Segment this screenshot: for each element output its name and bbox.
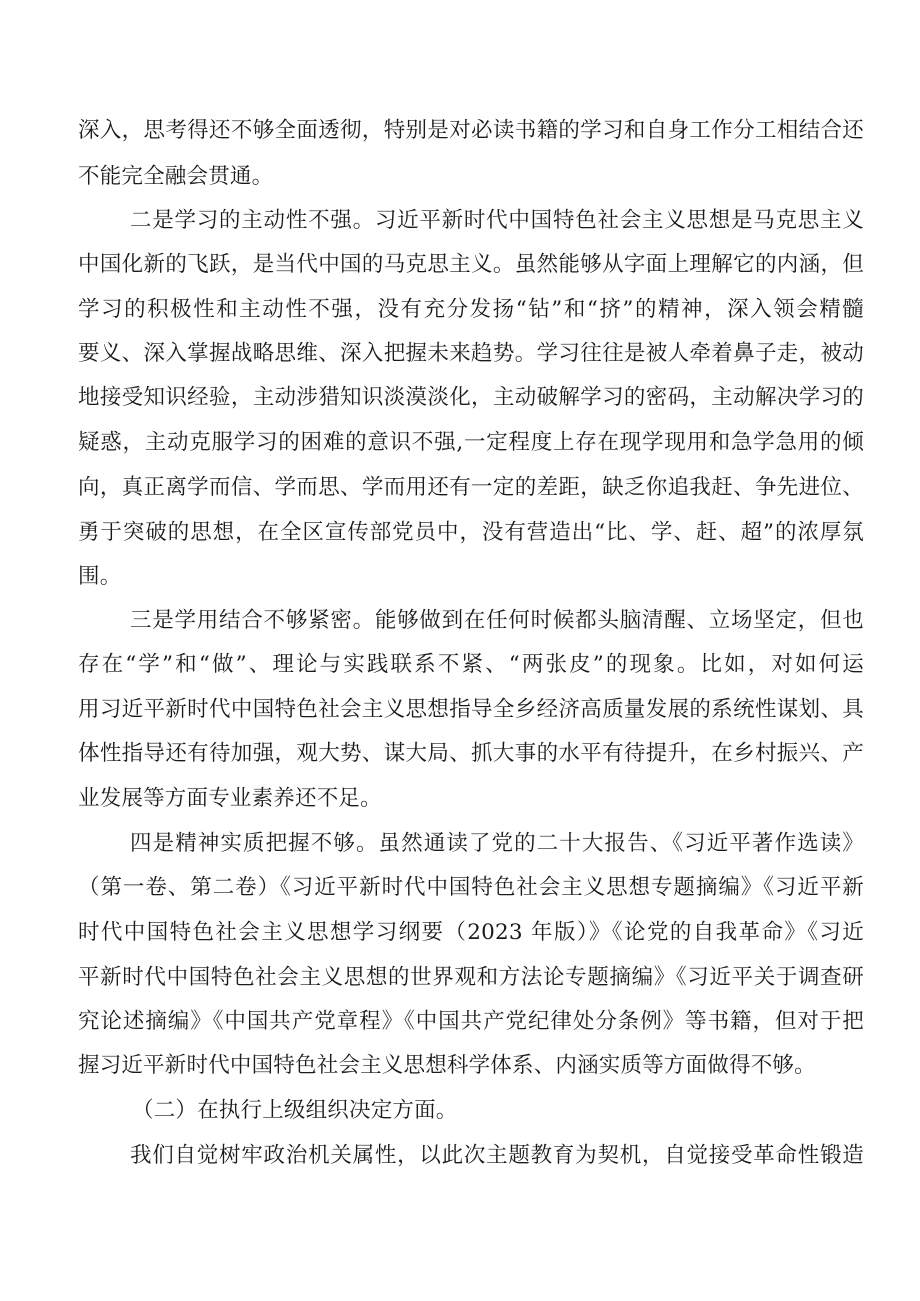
text-line: 勇于突破的思想，在全区宣传部党员中，没有营造出“比、学、赶、超”的浓厚氛: [78, 520, 864, 545]
paragraph-start: 四是精神实质把握不够。虽然通读了党的二十大报告、《习近平著作选读》: [130, 831, 864, 856]
text-line: 业发展等方面专业素养还不足。: [78, 786, 382, 811]
text-line: 地接受知识经验，主动涉猎知识淡漠淡化，主动破解学习的密码，主动解决学习的: [78, 385, 864, 410]
text-line: 平新时代中国特色社会主义思想的世界观和方法论专题摘编》《习近平关于调查研: [78, 965, 864, 990]
text-line: 用习近平新时代中国特色社会主义思想指导全乡经济高质量发展的系统性谋划、具: [78, 697, 864, 722]
text-line: 深入，思考得还不够全面透彻，特别是对必读书籍的学习和自身工作分工相结合还: [78, 118, 864, 143]
text-line: 时代中国特色社会主义思想学习纲要（2023 年版）》《论党的自我革命》《习近: [78, 920, 864, 945]
text-line: 要义、深入掌握战略思维、深入把握未来趋势。学习往往是被人牵着鼻子走，被动: [78, 341, 864, 366]
section-heading: （二）在执行上级组织决定方面。: [132, 1098, 458, 1123]
text-line: 围。: [78, 564, 122, 589]
paragraph-start: 三是学用结合不够紧密。能够做到在任何时候都头脑清醒、立场坚定，但也: [130, 608, 864, 633]
text-line: 究论述摘编》《中国共产党章程》《中国共产党纪律处分条例》等书籍，但对于把: [78, 1009, 864, 1034]
text-line: 疑惑，主动克服学习的困难的意识不强,一定程度上存在现学现用和急学急用的倾: [78, 430, 864, 455]
text-line: 学习的积极性和主动性不强，没有充分发扬“钻”和“挤”的精神，深入领会精髓: [78, 297, 864, 322]
text-line: 存在“学”和“做”、理论与实践联系不紧、“两张皮”的现象。比如，对如何运: [78, 652, 864, 677]
paragraph-start: 我们自觉树牢政治机关属性，以此次主题教育为契机，自觉接受革命性锻造: [130, 1143, 864, 1168]
text-line: 握习近平新时代中国特色社会主义思想科学体系、内涵实质等方面做得不够。: [78, 1053, 816, 1078]
text-line: 中国化新的飞跃，是当代中国的马克思主义。虽然能够从字面上理解它的内涵，但: [78, 252, 864, 277]
text-line: 向，真正离学而信、学而思、学而用还有一定的差距，缺乏你追我赶、争先进位、: [78, 475, 864, 500]
text-line: （第一卷、第二卷）《习近平新时代中国特色社会主义思想专题摘编》《习近平新: [78, 875, 864, 900]
paragraph-start: 二是学习的主动性不强。习近平新时代中国特色社会主义思想是马克思主义: [130, 208, 864, 233]
text-line: 不能完全融会贯通。: [78, 164, 274, 189]
text-line: 体性指导还有待加强，观大势、谋大局、抓大事的水平有待提升，在乡村振兴、产: [78, 741, 864, 766]
